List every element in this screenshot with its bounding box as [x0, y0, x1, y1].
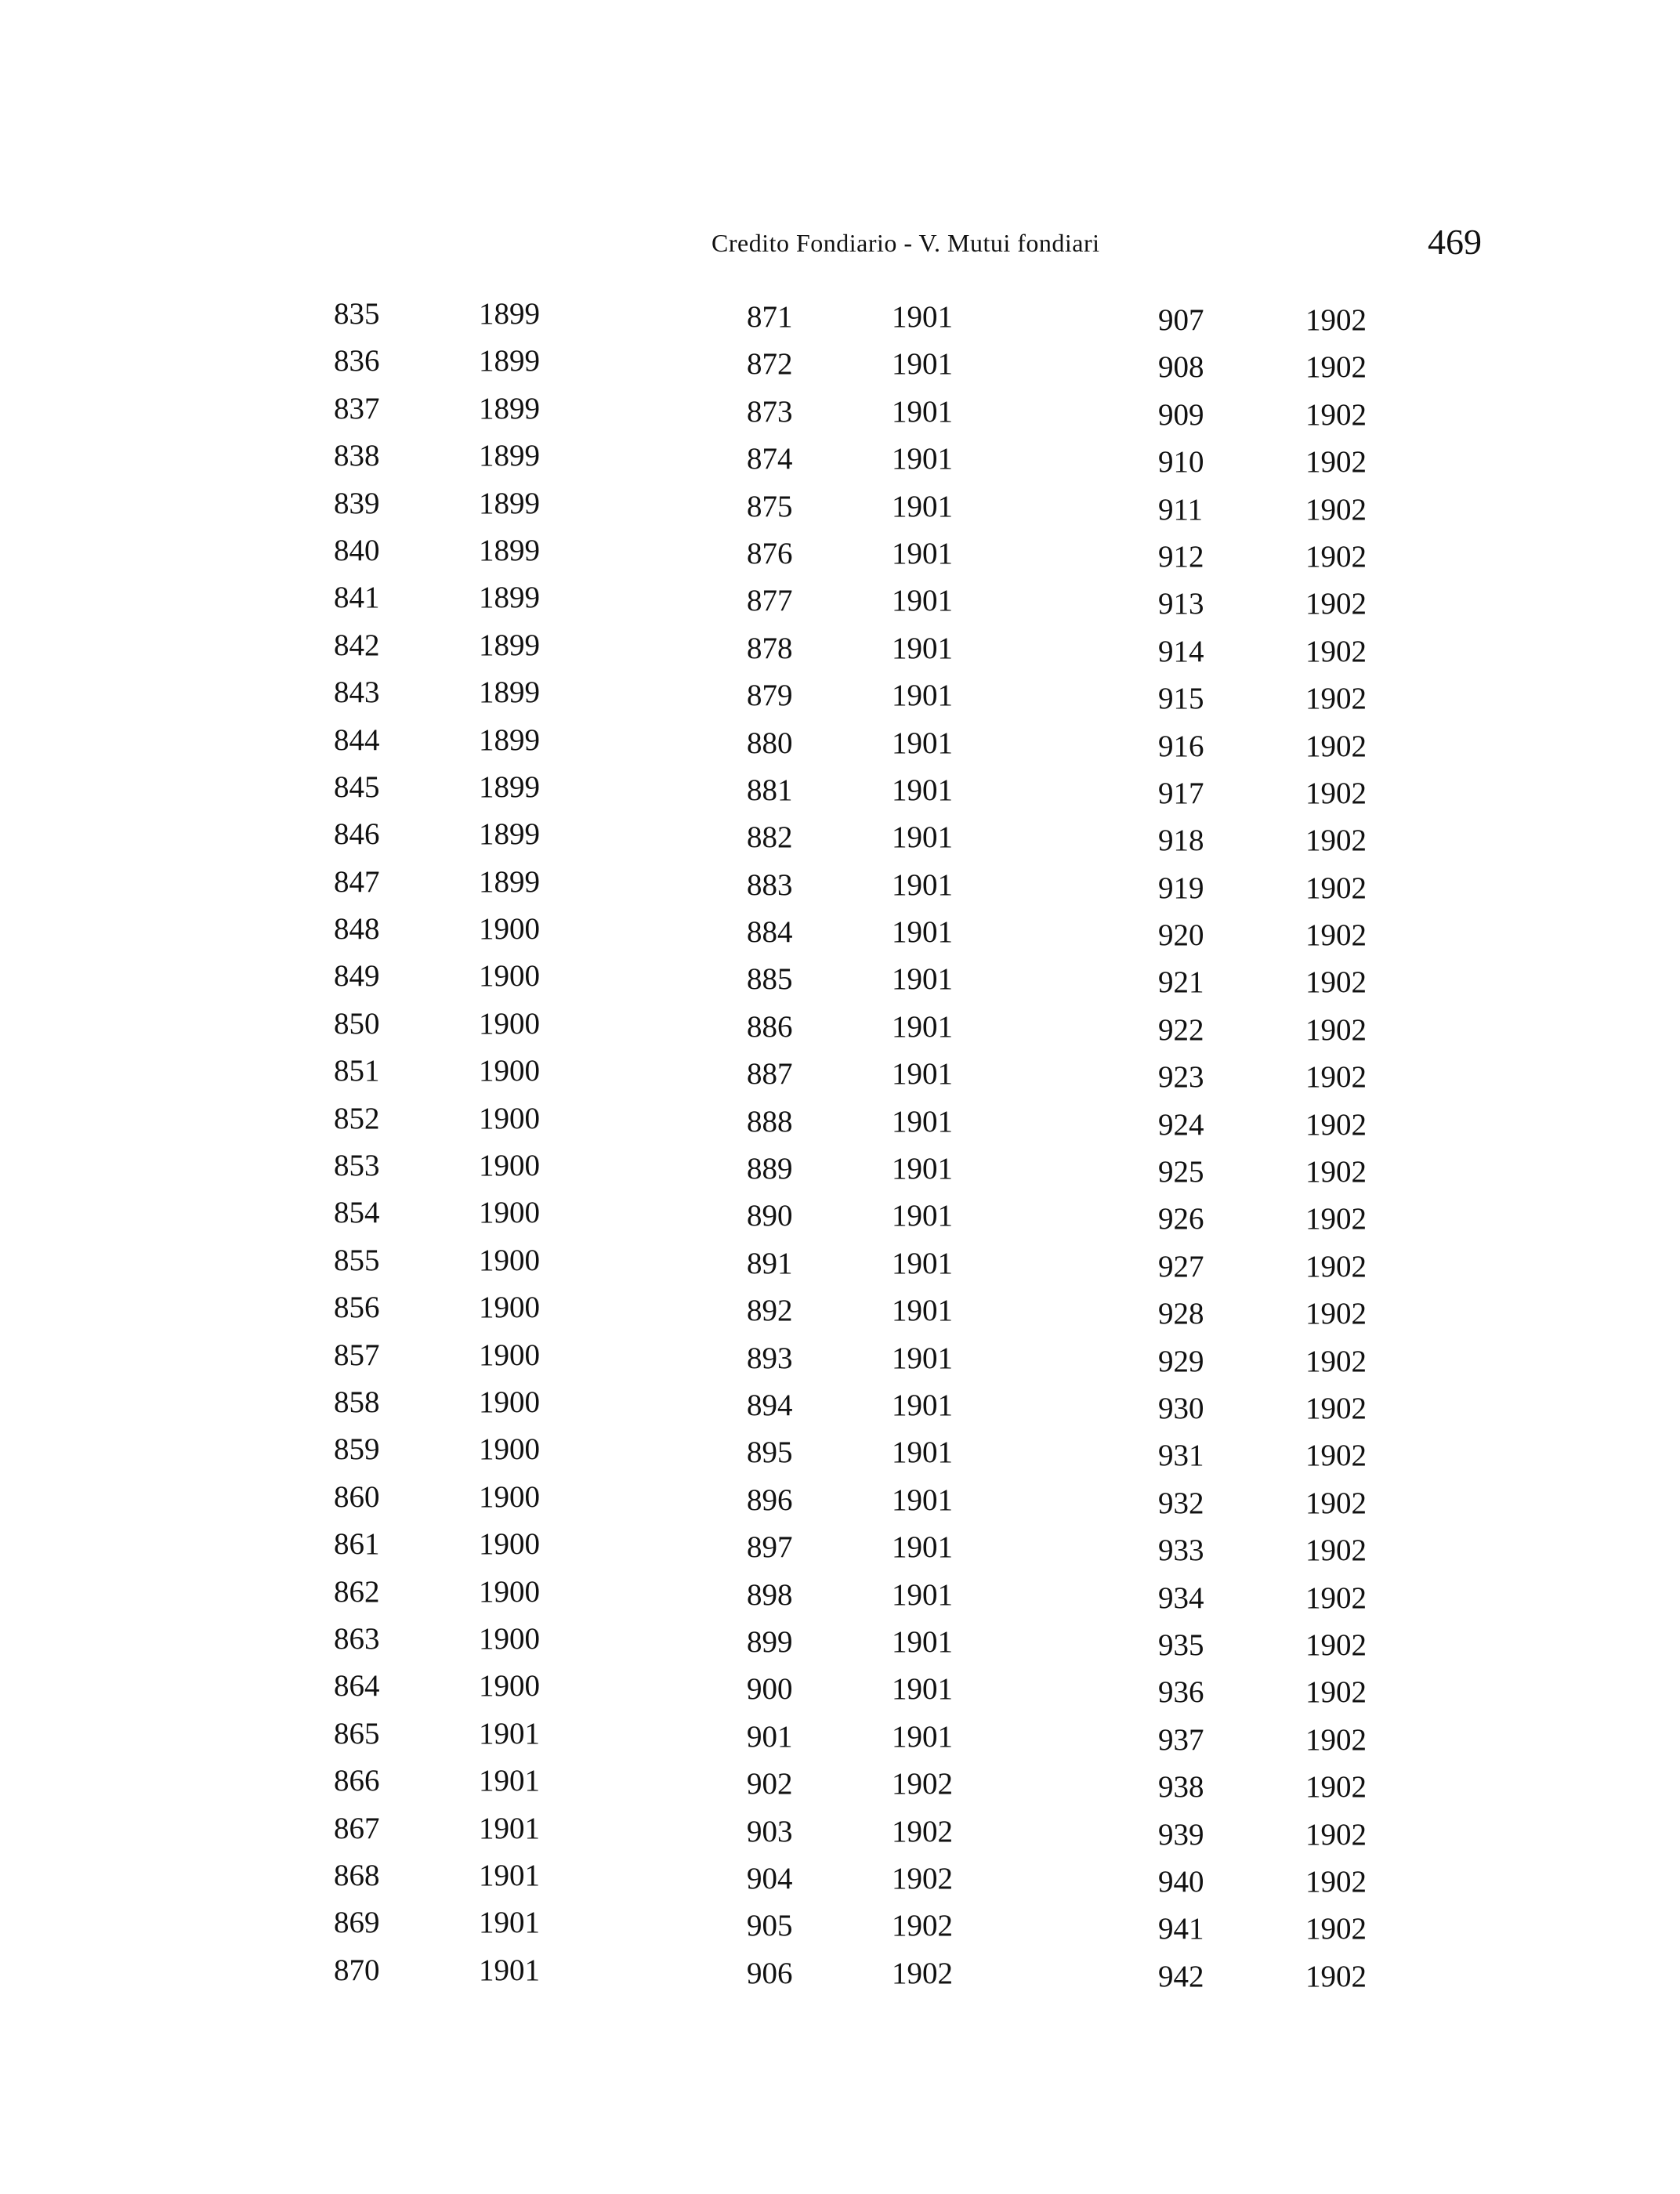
- loan-year: 1902: [892, 1909, 953, 1943]
- loan-year: 1902: [1305, 587, 1367, 621]
- loan-number: 868: [334, 1858, 380, 1892]
- loan-number: 840: [334, 533, 380, 567]
- loan-year: 1900: [479, 1149, 540, 1183]
- loan-year: 1900: [479, 1054, 540, 1088]
- loan-number: 847: [334, 864, 380, 899]
- loan-year: 1902: [1305, 350, 1367, 385]
- loan-number: 876: [747, 536, 793, 570]
- loan-year: 1902: [1305, 1060, 1367, 1095]
- loan-year: 1900: [479, 1621, 540, 1656]
- loan-year: 1901: [479, 1906, 540, 1940]
- loan-year: 1899: [479, 533, 540, 567]
- loan-year: 1902: [1305, 1533, 1367, 1568]
- loan-number: 942: [1158, 1959, 1204, 1993]
- loan-year: 1902: [1305, 1912, 1367, 1946]
- loan-number: 907: [1158, 303, 1204, 337]
- loan-year: 1901: [479, 1716, 540, 1750]
- loan-year: 1901: [892, 1388, 953, 1422]
- loan-year: 1899: [479, 628, 540, 662]
- loan-number: 873: [747, 394, 793, 429]
- loan-number: 940: [1158, 1864, 1204, 1899]
- loan-year: 1902: [1305, 1864, 1367, 1899]
- loan-year: 1902: [1305, 303, 1367, 337]
- loan-number: 927: [1158, 1249, 1204, 1283]
- loan-year: 1901: [892, 1246, 953, 1280]
- loan-number: 913: [1158, 587, 1204, 621]
- loan-number: 906: [747, 1956, 793, 1990]
- loan-number: 903: [747, 1814, 793, 1848]
- loan-number: 934: [1158, 1580, 1204, 1615]
- loan-number: 856: [334, 1291, 380, 1325]
- loan-year: 1901: [892, 1057, 953, 1092]
- loan-year: 1901: [892, 915, 953, 950]
- loan-number: 853: [334, 1149, 380, 1183]
- loan-year: 1900: [479, 1479, 540, 1514]
- loan-number: 908: [1158, 350, 1204, 385]
- loan-year: 1902: [1305, 1344, 1367, 1378]
- loan-number: 837: [334, 391, 380, 425]
- loan-number: 835: [334, 297, 380, 331]
- loan-number: 928: [1158, 1297, 1204, 1331]
- loan-year: 1900: [479, 1574, 540, 1609]
- loan-number: 926: [1158, 1202, 1204, 1236]
- loan-year: 1901: [892, 584, 953, 618]
- loan-number: 862: [334, 1574, 380, 1609]
- loan-year: 1899: [479, 486, 540, 520]
- loan-year: 1901: [892, 773, 953, 807]
- loan-number: 936: [1158, 1675, 1204, 1710]
- loan-year: 1900: [479, 1669, 540, 1703]
- loan-year: 1901: [892, 394, 953, 429]
- loan-year: 1902: [892, 1814, 953, 1848]
- loan-number: 861: [334, 1527, 380, 1562]
- loan-year: 1901: [892, 1624, 953, 1659]
- loan-year: 1901: [479, 1764, 540, 1798]
- loan-year: 1902: [1305, 1770, 1367, 1805]
- loan-year: 1901: [892, 1719, 953, 1754]
- loan-number: 838: [334, 439, 380, 473]
- loan-year: 1899: [479, 581, 540, 615]
- loan-number: 874: [747, 442, 793, 476]
- loan-number: 836: [334, 344, 380, 378]
- loan-year: 1901: [892, 820, 953, 855]
- loan-number: 839: [334, 486, 380, 520]
- loan-year: 1899: [479, 391, 540, 425]
- loan-year: 1900: [479, 1432, 540, 1467]
- loan-year: 1899: [479, 817, 540, 852]
- loan-year: 1901: [892, 1152, 953, 1186]
- loan-number: 941: [1158, 1912, 1204, 1946]
- loan-year: 1902: [1305, 965, 1367, 1000]
- loan-number: 844: [334, 722, 380, 757]
- loan-year: 1902: [1305, 1107, 1367, 1142]
- loan-number: 933: [1158, 1533, 1204, 1568]
- loan-number: 897: [747, 1530, 793, 1565]
- loan-year: 1901: [892, 867, 953, 902]
- loan-year: 1900: [479, 912, 540, 947]
- loan-year: 1899: [479, 675, 540, 710]
- loan-number: 881: [747, 773, 793, 807]
- loan-year: 1902: [1305, 445, 1367, 480]
- loan-number: 925: [1158, 1155, 1204, 1189]
- loan-year: 1901: [892, 1577, 953, 1612]
- loan-number: 871: [747, 300, 793, 334]
- loan-number: 935: [1158, 1627, 1204, 1662]
- loan-year: 1902: [1305, 397, 1367, 432]
- loan-number: 899: [747, 1624, 793, 1659]
- loan-year: 1901: [479, 1811, 540, 1845]
- loan-number: 888: [747, 1104, 793, 1139]
- loan-number: 864: [334, 1669, 380, 1703]
- loan-year: 1902: [1305, 871, 1367, 905]
- loan-year: 1901: [892, 1483, 953, 1517]
- loan-number: 863: [334, 1621, 380, 1656]
- loan-year: 1902: [1305, 1486, 1367, 1520]
- loan-year: 1902: [1305, 1249, 1367, 1283]
- loan-year: 1902: [1305, 1391, 1367, 1425]
- loan-number: 894: [747, 1388, 793, 1422]
- loan-number: 845: [334, 769, 380, 804]
- loan-number: 916: [1158, 729, 1204, 763]
- loan-number: 932: [1158, 1486, 1204, 1520]
- loan-year: 1900: [479, 1196, 540, 1230]
- loan-number: 858: [334, 1385, 380, 1419]
- loan-number: 848: [334, 912, 380, 947]
- loan-number: 921: [1158, 965, 1204, 1000]
- loan-year: 1900: [479, 1006, 540, 1041]
- loan-number: 846: [334, 817, 380, 852]
- loan-year: 1902: [1305, 634, 1367, 668]
- loan-number: 842: [334, 628, 380, 662]
- loan-number: 857: [334, 1338, 380, 1372]
- loan-year: 1901: [892, 1530, 953, 1565]
- loan-number: 870: [334, 1953, 380, 1987]
- loan-year: 1901: [892, 1294, 953, 1328]
- loan-year: 1902: [1305, 1202, 1367, 1236]
- loan-number: 886: [747, 1009, 793, 1044]
- page-number: 469: [1428, 222, 1482, 262]
- loan-number: 878: [747, 631, 793, 665]
- loan-year: 1902: [1305, 1675, 1367, 1710]
- loan-number: 909: [1158, 397, 1204, 432]
- loan-year: 1899: [479, 769, 540, 804]
- loan-number: 841: [334, 581, 380, 615]
- loan-year: 1902: [1305, 1580, 1367, 1615]
- loan-year: 1900: [479, 1527, 540, 1562]
- loan-year: 1900: [479, 959, 540, 994]
- loan-number: 859: [334, 1432, 380, 1467]
- loan-year: 1901: [892, 300, 953, 334]
- loan-number: 850: [334, 1006, 380, 1041]
- loan-number: 880: [747, 726, 793, 760]
- loan-number: 890: [747, 1199, 793, 1233]
- loan-number: 922: [1158, 1012, 1204, 1047]
- loan-number: 915: [1158, 682, 1204, 716]
- loan-number: 911: [1158, 492, 1204, 527]
- loan-number: 917: [1158, 776, 1204, 810]
- loan-year: 1901: [479, 1953, 540, 1987]
- loan-year: 1902: [1305, 918, 1367, 953]
- loan-year: 1902: [1305, 492, 1367, 527]
- loan-number: 901: [747, 1719, 793, 1754]
- loan-number: 896: [747, 1483, 793, 1517]
- loan-year: 1902: [892, 1767, 953, 1801]
- loan-year: 1902: [892, 1861, 953, 1895]
- loan-year: 1901: [892, 1199, 953, 1233]
- loan-number: 865: [334, 1716, 380, 1750]
- loan-year: 1901: [892, 1009, 953, 1044]
- loan-number: 884: [747, 915, 793, 950]
- loan-number: 912: [1158, 539, 1204, 574]
- loan-year: 1902: [1305, 1012, 1367, 1047]
- loan-year: 1902: [1305, 1722, 1367, 1757]
- loan-year: 1901: [892, 1672, 953, 1707]
- loan-number: 914: [1158, 634, 1204, 668]
- loan-number: 931: [1158, 1439, 1204, 1473]
- loan-year: 1902: [1305, 1297, 1367, 1331]
- loan-year: 1902: [1305, 682, 1367, 716]
- loan-number: 887: [747, 1057, 793, 1092]
- loan-year: 1899: [479, 439, 540, 473]
- loan-year: 1902: [1305, 1959, 1367, 1993]
- loan-number: 904: [747, 1861, 793, 1895]
- loan-year: 1901: [892, 442, 953, 476]
- loan-year: 1899: [479, 344, 540, 378]
- loan-year: 1900: [479, 1243, 540, 1277]
- loan-number: 923: [1158, 1060, 1204, 1095]
- loan-year: 1899: [479, 864, 540, 899]
- loan-year: 1901: [892, 726, 953, 760]
- loan-number: 882: [747, 820, 793, 855]
- loan-year: 1900: [479, 1338, 540, 1372]
- loan-year: 1900: [479, 1101, 540, 1135]
- loan-number: 877: [747, 584, 793, 618]
- loan-number: 851: [334, 1054, 380, 1088]
- loan-year: 1901: [892, 489, 953, 523]
- loan-number: 872: [747, 347, 793, 382]
- loan-year: 1902: [892, 1956, 953, 1990]
- loan-number: 929: [1158, 1344, 1204, 1378]
- loan-year: 1901: [892, 1104, 953, 1139]
- running-title: Credito Fondiario - V. Mutui fondiari: [711, 229, 1100, 257]
- loan-number: 902: [747, 1767, 793, 1801]
- loan-number: 875: [747, 489, 793, 523]
- loan-year: 1899: [479, 297, 540, 331]
- loan-year: 1902: [1305, 776, 1367, 810]
- loan-number: 883: [747, 867, 793, 902]
- loan-year: 1901: [892, 679, 953, 713]
- loan-number: 900: [747, 1672, 793, 1707]
- loan-number: 918: [1158, 824, 1204, 858]
- loan-number: 855: [334, 1243, 380, 1277]
- loan-year: 1902: [1305, 1817, 1367, 1852]
- loan-number: 895: [747, 1436, 793, 1470]
- loan-year: 1901: [892, 1341, 953, 1375]
- loan-number: 867: [334, 1811, 380, 1845]
- loan-number: 893: [747, 1341, 793, 1375]
- loan-number: 905: [747, 1909, 793, 1943]
- loan-number: 852: [334, 1101, 380, 1135]
- loan-year: 1901: [892, 631, 953, 665]
- loan-year: 1902: [1305, 1155, 1367, 1189]
- loan-number: 843: [334, 675, 380, 710]
- loan-number: 854: [334, 1196, 380, 1230]
- loan-number: 891: [747, 1246, 793, 1280]
- loan-number: 860: [334, 1479, 380, 1514]
- loan-number: 869: [334, 1906, 380, 1940]
- loan-number: 885: [747, 962, 793, 997]
- loan-number: 849: [334, 959, 380, 994]
- loan-year: 1899: [479, 722, 540, 757]
- loan-number: 920: [1158, 918, 1204, 953]
- loan-number: 879: [747, 679, 793, 713]
- loan-year: 1902: [1305, 1439, 1367, 1473]
- loan-number: 898: [747, 1577, 793, 1612]
- loan-number: 938: [1158, 1770, 1204, 1805]
- loan-number: 919: [1158, 871, 1204, 905]
- loan-year: 1902: [1305, 729, 1367, 763]
- loan-number: 910: [1158, 445, 1204, 480]
- running-head: [0, 221, 1680, 265]
- loan-year: 1902: [1305, 824, 1367, 858]
- loan-year: 1901: [892, 962, 953, 997]
- loan-number: 924: [1158, 1107, 1204, 1142]
- loan-number: 939: [1158, 1817, 1204, 1852]
- loan-number: 866: [334, 1764, 380, 1798]
- loan-year: 1901: [892, 1436, 953, 1470]
- loan-year: 1902: [1305, 539, 1367, 574]
- loan-number: 892: [747, 1294, 793, 1328]
- loan-year: 1900: [479, 1385, 540, 1419]
- loan-year: 1901: [892, 536, 953, 570]
- loan-number: 889: [747, 1152, 793, 1186]
- loan-year: 1900: [479, 1291, 540, 1325]
- loan-year: 1901: [479, 1858, 540, 1892]
- loan-number: 937: [1158, 1722, 1204, 1757]
- loan-year: 1902: [1305, 1627, 1367, 1662]
- loan-year: 1901: [892, 347, 953, 382]
- loan-number: 930: [1158, 1391, 1204, 1425]
